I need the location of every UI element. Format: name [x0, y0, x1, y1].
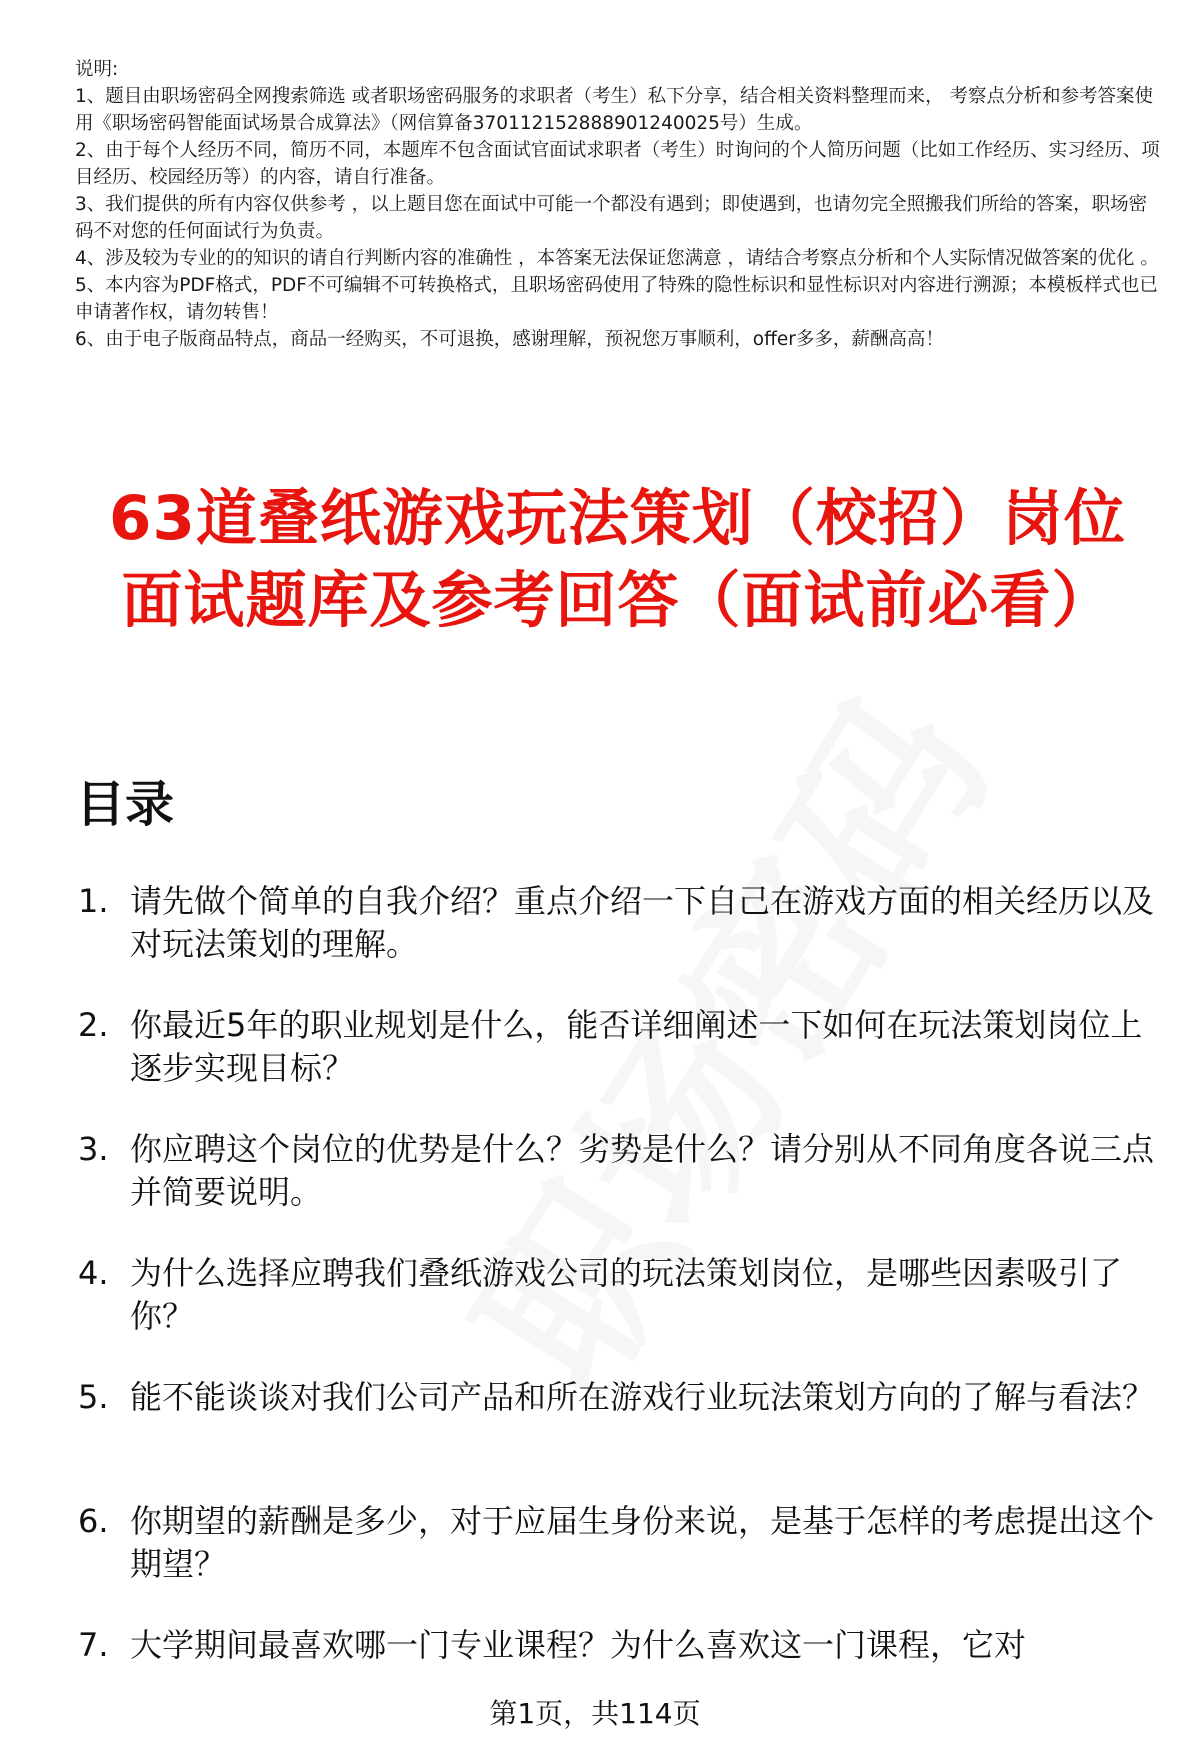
note-item: 1、题目由职场密码全网搜索筛选 或者职场密码服务的求职者（考生）私下分享，结合相关资料整理而来， 考察点分析和参考答案使用《职场密码智能面试场景合成算法》（网信算备370112152888901240025号）生成。 — [75, 86, 1154, 134]
toc-item[interactable] — [78, 1376, 1168, 1462]
note-item: 6、由于电子版商品特点，商品一经购买，不可退换，感谢理解，预祝您万事顺利，offer多多，薪酬高高！ — [75, 329, 944, 350]
toc-item-number: 2. — [78, 1006, 109, 1044]
note-item: 5、本内容为PDF格式，PDF不可编辑不可转换格式，且职场密码使用了特殊的隐性标识和显性标识对内容进行溯源；本模板样式也已申请著作权，请勿转售！ — [75, 275, 1158, 323]
toc-item[interactable] — [78, 880, 1168, 966]
toc-item[interactable] — [78, 1500, 1168, 1586]
toc-item-text: 能不能谈谈对我们公司产品和所在游戏行业玩法策划方向的了解与看法？ — [130, 1378, 1155, 1416]
toc-item[interactable] — [78, 1004, 1168, 1090]
toc-item-number: 5. — [78, 1378, 109, 1416]
toc-item[interactable] — [78, 1128, 1168, 1214]
toc-heading: 目录 — [76, 776, 175, 833]
toc-item-number: 7. — [78, 1626, 109, 1664]
toc-item-text: 请先做个简单的自我介绍？重点介绍一下自己在游戏方面的相关经历以及对玩法策划的理解。 — [130, 882, 1155, 963]
toc-item-text: 为什么选择应聘我们叠纸游戏公司的玩法策划岗位，是哪些因素吸引了你？ — [130, 1254, 1123, 1335]
toc-item-text: 大学期间最喜欢哪一门专业课程？为什么喜欢这一门课程，它对 — [130, 1626, 1027, 1664]
disclaimer-notes — [75, 56, 1165, 353]
note-item: 4、涉及较为专业的的知识的请自行判断内容的准确性 ，本答案无法保证您满意 ，请结合考察点分析和个人实际情况做答案的优化 。 — [75, 248, 1159, 269]
toc-item-number: 3. — [78, 1130, 109, 1168]
document-title: 63道叠纸游戏玩法策划（校招）岗位面试题库及参考回答（面试前必看） — [109, 483, 1126, 636]
toc-item-number: 1. — [78, 882, 109, 920]
page-footer: 第1页，共114页 — [489, 1697, 701, 1730]
toc-item-text: 你最近5年的职业规划是什么，能否详细阐述一下如何在玩法策划岗位上逐步实现目标？ — [130, 1006, 1143, 1087]
notes-heading: 说明: — [75, 59, 119, 80]
toc-list — [78, 880, 1168, 1667]
note-item: 3、我们提供的所有内容仅供参考 ，以上题目您在面试中可能一个都没有遇到；即使遇到，也请勿完全照搬我们所给的答案，职场密码不对您的任何面试行为负责。 — [75, 194, 1148, 242]
toc-item[interactable] — [78, 1252, 1168, 1338]
toc-item-number: 4. — [78, 1254, 109, 1292]
toc-item-text: 你期望的薪酬是多少，对于应届生身份来说，是基于怎样的考虑提出这个期望？ — [130, 1502, 1155, 1583]
toc-item-text: 你应聘这个岗位的优势是什么？劣势是什么？请分别从不同角度各说三点并简要说明。 — [130, 1130, 1155, 1211]
note-item: 2、由于每个人经历不同，简历不同，本题库不包含面试官面试求职者（考生）时询问的个人简历问题（比如工作经历、实习经历、项目经历、校园经历等）的内容，请自行准备。 — [75, 140, 1160, 188]
toc-item[interactable] — [78, 1624, 1168, 1667]
toc-item-number: 6. — [78, 1502, 109, 1540]
